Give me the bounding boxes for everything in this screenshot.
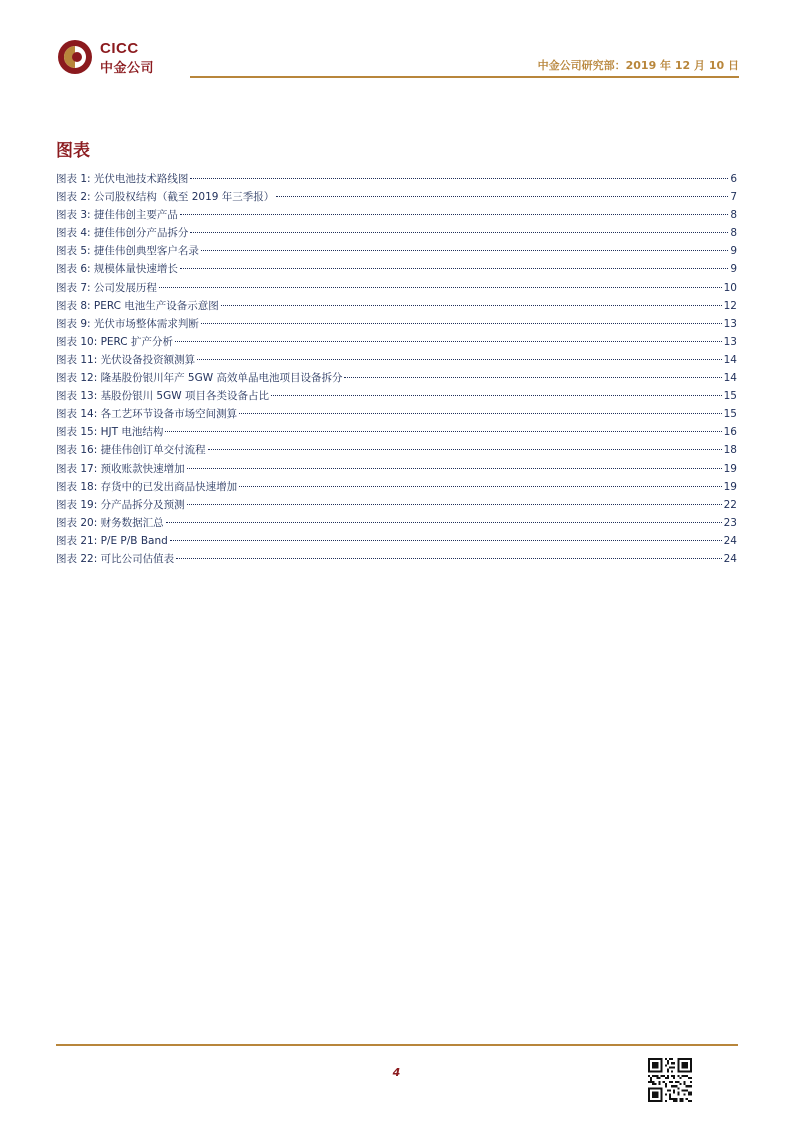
toc-entry-page: 15: [723, 408, 737, 421]
toc-entry-page: 18: [723, 444, 737, 457]
toc-dot-leader: [175, 341, 722, 342]
cicc-logo-icon: [56, 38, 94, 76]
toc-entry[interactable]: [56, 188, 737, 206]
toc-entry-page: 7: [730, 191, 737, 204]
header-divider: [190, 76, 739, 78]
toc-entry-page: 19: [723, 462, 737, 475]
toc-entry-page: 16: [723, 426, 737, 439]
page-number: 4: [392, 1066, 401, 1079]
toc-entry-page: 24: [723, 552, 737, 565]
toc-entry-label: 图表 13: 基股份银川 5GW 项目各类设备占比: [56, 390, 269, 403]
cicc-logo: [56, 36, 176, 78]
toc-entry-page: 9: [730, 245, 737, 258]
toc-entry-page: 6: [730, 173, 737, 185]
toc-entry[interactable]: [56, 242, 737, 260]
toc-entry[interactable]: [56, 441, 737, 459]
toc-entry-label: 图表 14: 各工艺环节设备市场空间测算: [56, 408, 238, 421]
toc-entry-page: 19: [723, 480, 737, 493]
toc-entry[interactable]: [56, 387, 737, 405]
toc-dot-leader: [190, 178, 728, 179]
toc-entry[interactable]: [56, 496, 737, 514]
toc-dot-leader: [190, 232, 728, 233]
toc-dot-leader: [159, 287, 722, 288]
toc-entry-page: 9: [730, 263, 737, 276]
toc-entry-label: 图表 8: PERC 电池生产设备示意图: [56, 299, 219, 312]
toc-entry-label: 图表 12: 隆基股份银川年产 5GW 高效单晶电池项目设备拆分: [56, 372, 343, 385]
toc-entry-label: 图表 18: 存货中的已发出商品快速增加: [56, 480, 238, 493]
toc-dot-leader: [170, 540, 722, 541]
toc-entry[interactable]: [56, 478, 737, 496]
qr-code-icon: [648, 1058, 692, 1102]
toc-dot-leader: [180, 268, 728, 269]
toc-dot-leader: [187, 468, 722, 469]
logo-text-en: CICC: [100, 40, 139, 57]
page-header: [56, 36, 739, 78]
toc-entry-label: 图表 2: 公司股权结构（截至 2019 年三季报）: [56, 191, 275, 204]
toc-entry-label: 图表 20: 财务数据汇总: [56, 516, 164, 529]
section-title: 图表: [56, 141, 90, 161]
toc-entry[interactable]: [56, 460, 737, 478]
toc-entry[interactable]: [56, 260, 737, 278]
toc-entry[interactable]: [56, 170, 737, 188]
toc-entry[interactable]: [56, 279, 737, 297]
toc-entry-label: 图表 16: 捷佳伟创订单交付流程: [56, 444, 206, 457]
toc-entry[interactable]: [56, 206, 737, 224]
footer-divider: [56, 1044, 738, 1046]
toc-dot-leader: [165, 431, 721, 432]
toc-entry-label: 图表 22: 可比公司估值表: [56, 552, 175, 565]
toc-dot-leader: [187, 504, 722, 505]
toc-dot-leader: [176, 558, 722, 559]
toc-dot-leader: [239, 413, 722, 414]
toc-entry-label: 图表 6: 规模体量快速增长: [56, 263, 178, 276]
toc-dot-leader: [180, 214, 728, 215]
toc-dot-leader: [221, 305, 722, 306]
toc-entry-page: 8: [730, 227, 737, 240]
toc-entry-label: 图表 5: 捷佳伟创典型客户名录: [56, 245, 199, 258]
toc-entry-label: 图表 21: P/E P/B Band: [56, 534, 168, 547]
toc-entry-page: 14: [723, 353, 737, 366]
toc-dot-leader: [276, 196, 728, 197]
toc-entry-label: 图表 10: PERC 扩产分析: [56, 335, 173, 348]
toc-entry[interactable]: [56, 315, 737, 333]
toc-dot-leader: [239, 486, 722, 487]
toc-dot-leader: [201, 323, 722, 324]
toc-entry[interactable]: [56, 369, 737, 387]
toc-entry-page: 14: [723, 372, 737, 385]
toc-entry[interactable]: [56, 423, 737, 441]
toc-entry-label: 图表 7: 公司发展历程: [56, 281, 157, 294]
toc-dot-leader: [208, 449, 722, 450]
toc-entry[interactable]: [56, 224, 737, 242]
toc-entry-label: 图表 3: 捷佳伟创主要产品: [56, 209, 178, 222]
toc-entry-page: 23: [723, 516, 737, 529]
figure-list: [56, 170, 737, 568]
toc-entry-label: 图表 4: 捷佳伟创分产品拆分: [56, 227, 189, 240]
toc-entry-page: 13: [723, 335, 737, 348]
report-source-date: 中金公司研究部：2019 年 12 月 10 日: [537, 59, 739, 72]
toc-entry[interactable]: [56, 351, 737, 369]
toc-dot-leader: [197, 359, 722, 360]
toc-entry-page: 15: [723, 390, 737, 403]
toc-entry[interactable]: [56, 405, 737, 423]
toc-entry[interactable]: [56, 550, 737, 568]
toc-dot-leader: [166, 522, 722, 523]
toc-entry-page: 12: [723, 299, 737, 312]
toc-entry-label: 图表 17: 预收账款快速增加: [56, 462, 185, 475]
toc-entry-label: 图表 19: 分产品拆分及预测: [56, 498, 185, 511]
toc-entry-page: 24: [723, 534, 737, 547]
logo-text-cn: 中金公司: [100, 61, 155, 76]
toc-entry-page: 22: [723, 498, 737, 511]
toc-dot-leader: [271, 395, 722, 396]
toc-dot-leader: [344, 377, 721, 378]
toc-entry[interactable]: [56, 532, 737, 550]
toc-entry-page: 8: [730, 209, 737, 222]
toc-entry-label: 图表 9: 光伏市场整体需求判断: [56, 317, 199, 330]
toc-entry-page: 13: [723, 317, 737, 330]
toc-dot-leader: [201, 250, 728, 251]
toc-entry-label: 图表 11: 光伏设备投资额测算: [56, 353, 196, 366]
toc-entry[interactable]: [56, 514, 737, 532]
toc-entry-label: 图表 15: HJT 电池结构: [56, 426, 164, 439]
toc-entry-label: 图表 1: 光伏电池技术路线图: [56, 173, 189, 185]
toc-entry-page: 10: [723, 281, 737, 294]
toc-entry[interactable]: [56, 297, 737, 315]
toc-entry[interactable]: [56, 333, 737, 351]
